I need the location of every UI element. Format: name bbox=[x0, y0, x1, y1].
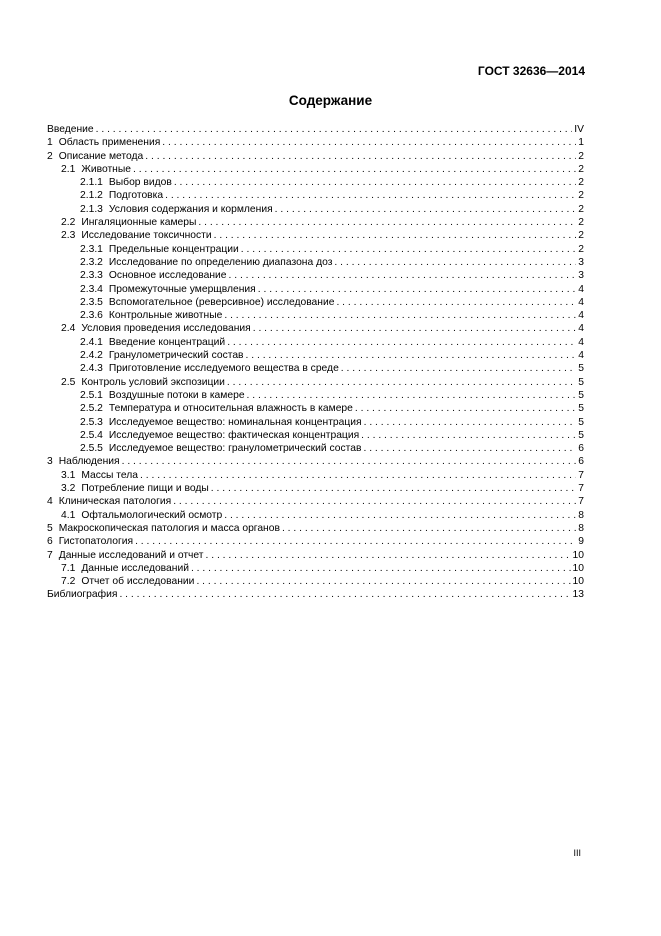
toc-dot-leader bbox=[355, 402, 576, 415]
toc-entry-number: 6 bbox=[47, 536, 53, 548]
toc-entry-number: 2 bbox=[47, 150, 53, 162]
toc-entry-label: Офтальмологический осмотр bbox=[81, 509, 223, 521]
document-code: ГОСТ 32636—2014 bbox=[477, 64, 585, 78]
toc-entry-label: Макроскопическая патология и масса органов bbox=[58, 522, 280, 534]
toc-entry[interactable] bbox=[47, 123, 584, 136]
toc-entry-page: 4 bbox=[578, 283, 584, 295]
toc-entry-label: Наблюдения bbox=[58, 456, 120, 468]
toc-entry-label: Температура и относительная влажность в камере bbox=[108, 403, 353, 415]
toc-entry-label: Предельные концентрации bbox=[108, 243, 239, 255]
toc-entry-label: Библиография bbox=[47, 589, 118, 601]
toc-entry-page: 5 bbox=[578, 416, 584, 428]
toc-entry[interactable] bbox=[47, 429, 584, 442]
toc-dot-leader bbox=[247, 389, 577, 402]
toc-entry-number: 7 bbox=[47, 549, 53, 561]
toc-dot-leader bbox=[135, 535, 576, 548]
toc-entry[interactable] bbox=[47, 389, 584, 402]
toc-entry-page: 4 bbox=[578, 296, 584, 308]
toc-entry-number: 4 bbox=[47, 496, 53, 508]
toc-entry-page: 2 bbox=[578, 190, 584, 202]
toc-entry[interactable] bbox=[47, 469, 584, 482]
toc-entry-label: Введение bbox=[47, 124, 94, 135]
toc-entry-label: Приготовление исследуемого вещества в среде bbox=[108, 363, 339, 375]
toc-entry-page: 7 bbox=[578, 483, 584, 495]
toc-entry[interactable] bbox=[47, 256, 584, 269]
toc-entry-page: 1 bbox=[578, 137, 584, 149]
toc-dot-leader bbox=[119, 588, 570, 601]
toc-entry-number: 2.3.4 bbox=[80, 283, 103, 295]
toc-entry-page: 3 bbox=[578, 270, 584, 282]
toc-entry-label: Исследование по определению диапазона доз bbox=[108, 256, 333, 268]
toc-dot-leader bbox=[191, 562, 571, 575]
toc-entry-number: 2.1.2 bbox=[80, 190, 103, 202]
toc-entry-number: 2.3 bbox=[61, 230, 76, 242]
toc-entry-page: 13 bbox=[572, 589, 584, 601]
toc-entry-number: 2.4 bbox=[61, 323, 76, 335]
toc-entry-page: 5 bbox=[578, 389, 584, 401]
toc-entry-page: 9 bbox=[578, 536, 584, 548]
toc-entry-label: Контроль условий экспозиции bbox=[81, 376, 225, 388]
toc-dot-leader bbox=[229, 269, 577, 282]
toc-dot-leader bbox=[214, 229, 577, 242]
toc-entry-label: Данные исследований bbox=[81, 562, 189, 574]
toc-dot-leader bbox=[227, 336, 576, 349]
toc-entry[interactable] bbox=[47, 136, 584, 149]
toc-entry-label: Исследуемое вещество: номинальная концентрация bbox=[108, 416, 362, 428]
toc-entry-page: 5 bbox=[578, 376, 584, 388]
toc-entry-page: 3 bbox=[578, 256, 584, 268]
toc-entry-page: 4 bbox=[578, 336, 584, 348]
toc-entry-page: 5 bbox=[578, 403, 584, 415]
toc-entry-label: Ингаляционные камеры bbox=[81, 217, 197, 229]
toc-entry-number: 3.2 bbox=[61, 483, 76, 495]
toc-entry-number: 2.1 bbox=[61, 163, 76, 175]
toc-entry[interactable] bbox=[47, 416, 584, 429]
toc-entry[interactable] bbox=[47, 362, 584, 375]
toc-entry-label: Животные bbox=[81, 163, 131, 175]
toc-entry-label: Вспомогательное (реверсивное) исследование bbox=[108, 296, 335, 308]
toc-dot-leader bbox=[133, 163, 576, 176]
toc-entry-page: 8 bbox=[578, 522, 584, 534]
toc-dot-leader bbox=[211, 482, 576, 495]
toc-entry[interactable] bbox=[47, 229, 584, 242]
toc-entry-page: 4 bbox=[578, 310, 584, 322]
toc-entry-label: Воздушные потоки в камере bbox=[108, 389, 245, 401]
toc-entry-number: 2.1.3 bbox=[80, 203, 103, 215]
toc-entry[interactable] bbox=[47, 336, 584, 349]
toc-entry-page: 4 bbox=[578, 323, 584, 335]
toc-entry-number: 7.2 bbox=[61, 576, 76, 588]
toc-dot-leader bbox=[173, 495, 576, 508]
toc-entry[interactable] bbox=[47, 309, 584, 322]
toc-dot-leader bbox=[198, 216, 576, 229]
toc-dot-leader bbox=[364, 416, 577, 429]
toc-entry-label: Клиническая патология bbox=[58, 496, 172, 508]
toc-title: Содержание bbox=[288, 93, 373, 108]
toc-entry-label: Выбор видов bbox=[108, 177, 172, 189]
table-of-contents bbox=[47, 123, 584, 602]
toc-entry-number: 4.1 bbox=[61, 509, 76, 521]
toc-entry-page: 2 bbox=[578, 243, 584, 255]
toc-entry-number: 2.4.1 bbox=[80, 336, 103, 348]
toc-entry-page: 2 bbox=[578, 230, 584, 242]
toc-entry-number: 2.5.2 bbox=[80, 403, 103, 415]
toc-dot-leader bbox=[96, 123, 573, 136]
toc-entry-label: Данные исследований и отчет bbox=[58, 549, 204, 561]
toc-entry[interactable] bbox=[47, 482, 584, 495]
toc-entry-label: Промежуточные умерщвления bbox=[108, 283, 256, 295]
toc-entry-label: Массы тела bbox=[81, 469, 139, 481]
toc-entry-label: Исследуемое вещество: гранулометрический состав bbox=[108, 443, 362, 455]
toc-dot-leader bbox=[162, 136, 576, 149]
toc-entry-number: 2.3.5 bbox=[80, 296, 103, 308]
toc-entry-label: Основное исследование bbox=[108, 270, 227, 282]
toc-entry[interactable] bbox=[47, 495, 584, 508]
toc-entry-page: 2 bbox=[578, 163, 584, 175]
toc-entry[interactable] bbox=[47, 283, 584, 296]
toc-dot-leader bbox=[227, 376, 576, 389]
toc-entry-label: Описание метода bbox=[58, 150, 144, 162]
toc-entry-page: 5 bbox=[578, 363, 584, 375]
toc-entry-page: 8 bbox=[578, 509, 584, 521]
toc-entry-page: 10 bbox=[572, 549, 584, 561]
toc-entry-label: Подготовка bbox=[108, 190, 164, 202]
toc-entry-label: Потребление пищи и воды bbox=[81, 483, 209, 495]
toc-entry-number: 2.4.3 bbox=[80, 363, 103, 375]
toc-entry-label: Исследование токсичности bbox=[81, 230, 212, 242]
toc-entry-number: 2.4.2 bbox=[80, 350, 103, 362]
toc-dot-leader bbox=[140, 469, 576, 482]
toc-dot-leader bbox=[224, 509, 576, 522]
toc-entry-page: 7 bbox=[578, 469, 584, 481]
toc-entry-number: 1 bbox=[47, 137, 53, 149]
toc-entry[interactable] bbox=[47, 203, 584, 216]
toc-entry-page: 2 bbox=[578, 177, 584, 189]
toc-entry-label: Исследуемое вещество: фактическая концентрация bbox=[108, 429, 360, 441]
toc-entry-label: Гистопатология bbox=[58, 536, 134, 548]
toc-dot-leader bbox=[336, 296, 576, 309]
toc-dot-leader bbox=[258, 283, 577, 296]
toc-entry[interactable] bbox=[47, 549, 584, 562]
toc-entry-label: Условия проведения исследования bbox=[81, 323, 251, 335]
toc-entry-number: 3 bbox=[47, 456, 53, 468]
toc-entry[interactable] bbox=[47, 189, 584, 202]
toc-entry[interactable] bbox=[47, 522, 584, 535]
toc-entry[interactable] bbox=[47, 376, 584, 389]
toc-entry-page: 2 bbox=[578, 150, 584, 162]
toc-dot-leader bbox=[196, 575, 570, 588]
toc-entry[interactable] bbox=[47, 349, 584, 362]
toc-entry-number: 2.3.6 bbox=[80, 310, 103, 322]
toc-dot-leader bbox=[334, 256, 576, 269]
toc-entry-number: 2.3.1 bbox=[80, 243, 103, 255]
toc-dot-leader bbox=[246, 349, 577, 362]
toc-entry-page: IV bbox=[574, 124, 584, 135]
toc-entry[interactable] bbox=[47, 442, 584, 455]
toc-dot-leader bbox=[253, 322, 577, 335]
toc-entry-label: Отчет об исследовании bbox=[81, 576, 195, 588]
toc-dot-leader bbox=[363, 442, 576, 455]
toc-entry-number: 2.1.1 bbox=[80, 177, 103, 189]
toc-entry-page: 6 bbox=[578, 443, 584, 455]
toc-entry[interactable] bbox=[47, 509, 584, 522]
toc-dot-leader bbox=[122, 455, 577, 468]
toc-dot-leader bbox=[361, 429, 576, 442]
toc-entry-page: 2 bbox=[578, 217, 584, 229]
toc-entry-page: 2 bbox=[578, 203, 584, 215]
toc-entry-label: Контрольные животные bbox=[108, 310, 223, 322]
toc-entry-label: Гранулометрический состав bbox=[108, 350, 244, 362]
toc-dot-leader bbox=[145, 150, 576, 163]
toc-entry-number: 2.5.4 bbox=[80, 429, 103, 441]
toc-entry[interactable] bbox=[47, 455, 584, 468]
toc-entry-number: 5 bbox=[47, 522, 53, 534]
toc-dot-leader bbox=[275, 203, 577, 216]
toc-entry-page: 6 bbox=[578, 456, 584, 468]
toc-entry-number: 2.5.1 bbox=[80, 389, 103, 401]
toc-entry[interactable] bbox=[47, 562, 584, 575]
toc-entry-number: 2.3.2 bbox=[80, 256, 103, 268]
toc-entry-label: Введение концентраций bbox=[108, 336, 226, 348]
toc-entry[interactable] bbox=[47, 296, 584, 309]
toc-entry[interactable] bbox=[47, 243, 584, 256]
toc-dot-leader bbox=[341, 362, 576, 375]
toc-entry-page: 10 bbox=[572, 576, 584, 588]
toc-dot-leader bbox=[241, 243, 576, 256]
toc-entry-number: 2.3.3 bbox=[80, 270, 103, 282]
toc-dot-leader bbox=[282, 522, 576, 535]
toc-entry[interactable] bbox=[47, 216, 584, 229]
toc-dot-leader bbox=[224, 309, 576, 322]
toc-entry[interactable] bbox=[47, 402, 584, 415]
toc-entry-label: Условия содержания и кормления bbox=[108, 203, 273, 215]
toc-entry-number: 3.1 bbox=[61, 469, 76, 481]
toc-entry-page: 5 bbox=[578, 429, 584, 441]
toc-entry[interactable] bbox=[47, 575, 584, 588]
toc-dot-leader bbox=[174, 176, 576, 189]
toc-entry-page: 10 bbox=[572, 562, 584, 574]
toc-entry[interactable] bbox=[47, 163, 584, 176]
toc-entry[interactable] bbox=[47, 588, 584, 601]
toc-dot-leader bbox=[165, 189, 576, 202]
toc-entry-page: 4 bbox=[578, 350, 584, 362]
toc-entry[interactable] bbox=[47, 176, 584, 189]
toc-entry-page: 7 bbox=[578, 496, 584, 508]
toc-entry-number: 2.5 bbox=[61, 376, 76, 388]
toc-entry[interactable] bbox=[47, 322, 584, 335]
toc-entry[interactable] bbox=[47, 269, 584, 282]
page-number: III bbox=[573, 848, 581, 858]
toc-entry-label: Область применения bbox=[58, 137, 161, 149]
toc-dot-leader bbox=[206, 549, 571, 562]
toc-entry-number: 7.1 bbox=[61, 562, 76, 574]
toc-entry-number: 2.2 bbox=[61, 217, 76, 229]
toc-entry-number: 2.5.5 bbox=[80, 443, 103, 455]
toc-entry[interactable] bbox=[47, 535, 584, 548]
toc-entry-number: 2.5.3 bbox=[80, 416, 103, 428]
toc-entry[interactable] bbox=[47, 150, 584, 163]
